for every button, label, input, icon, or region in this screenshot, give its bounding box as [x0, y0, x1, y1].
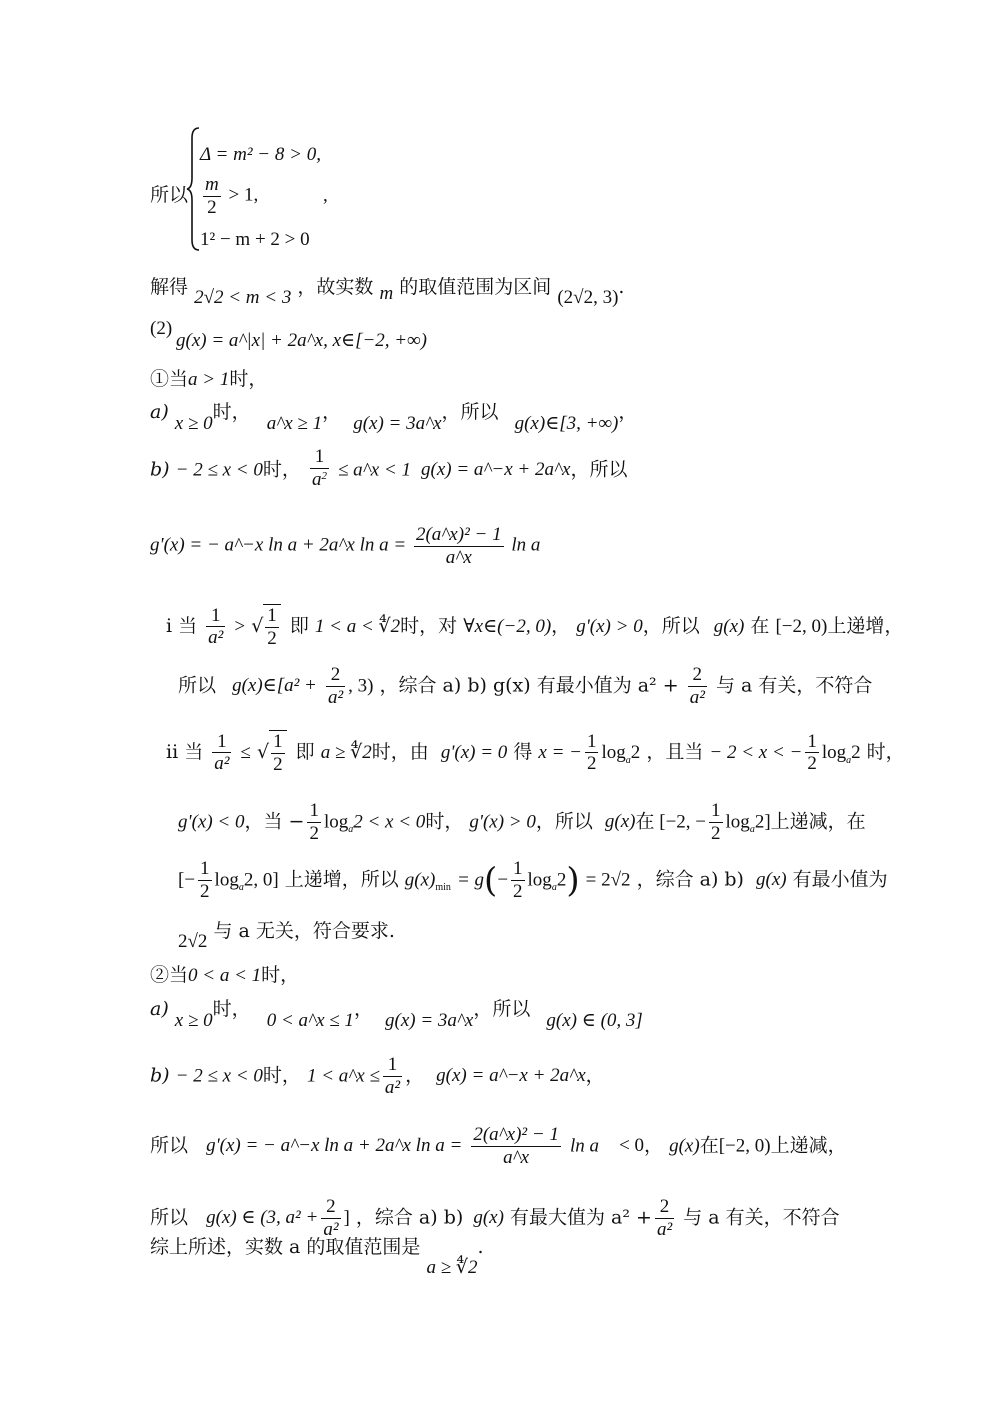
subi-num: 1	[206, 605, 225, 628]
subii3-log: log	[214, 869, 239, 891]
deriv2-line	[150, 1124, 847, 1169]
subii4-val: 2√2	[178, 931, 208, 952]
subi-cond: 1 < a < ∜2	[314, 615, 401, 637]
subii-de: 得	[513, 740, 533, 763]
subii2-dec: 上递减，在	[770, 810, 866, 833]
case1-cond: a > 1	[188, 369, 230, 390]
deriv2-comma: ，	[644, 1134, 664, 1157]
subii3-inc: 上递增，所以	[284, 868, 399, 891]
deriv2-lt: < 0	[619, 1135, 645, 1157]
deriv1-lhs: g'(x) = − a^−x ln a + 2a^x ln a =	[150, 534, 407, 556]
conclusion-text: 综上所述，实数 a 的取值范围是	[150, 1236, 421, 1258]
subi-den: a²	[208, 627, 224, 649]
c1a-shi: 时，	[212, 401, 251, 423]
c2b-line: b) − 2 ≤ x < 0时， 1 < a^x ≤ $\frac{1}{\text{a²}}$ ， g(x) = a^−x + 2a^x，	[150, 1054, 605, 1098]
subi-gx: g(x)	[713, 615, 745, 637]
subii4-line	[178, 920, 395, 952]
subii-logsub: a	[625, 754, 631, 766]
subii3-comment: ，综合 a) b)	[636, 868, 744, 891]
c2b-comma2: ，	[585, 1064, 605, 1087]
text-interval: 的取值范围为区间	[399, 276, 552, 298]
c1b-g: g(x) = a^−x + 2a^x	[421, 459, 571, 481]
eq2-den: 2	[207, 196, 217, 218]
c2b-label: b)	[150, 1064, 170, 1087]
subi2-so: 所以	[178, 674, 217, 697]
subi-interval: [−2, 0)	[775, 615, 828, 637]
period: .	[618, 276, 625, 298]
deriv1-tail: ln a	[511, 534, 541, 556]
deriv2-lhs: g'(x) = − a^−x ln a + 2a^x ln a =	[206, 1135, 463, 1157]
subii-line: ii 当 $\frac{1}{\text{a²}}$ ≤ √ $\frac{1}{2}$ 即 a ≥ ∜2时，由 g'(x) = 0 得 x = − $\frac{1}{2}$ $\log_a2$ ，且当 − 2 < x < − $\frac{1}{2}$ $\log_a2$ 时，	[166, 730, 905, 775]
deriv2-zai: 在	[699, 1134, 719, 1157]
c2c-end2: 与 a 有关，不符合	[683, 1206, 840, 1229]
deriv2-tail: ln a	[570, 1135, 600, 1157]
eq2-num: m	[205, 174, 219, 195]
c2c-end: ]	[343, 1207, 350, 1229]
c1b-shi: 时，	[262, 458, 301, 481]
subii2-rng: 2 < x < 0	[353, 811, 426, 833]
c2c-max: 有最大值为 a² +	[509, 1206, 652, 1229]
subii3-eqg: = g	[456, 869, 485, 891]
subii-log: log	[601, 741, 626, 763]
c2a-shi: 时，	[212, 998, 251, 1020]
case2-title: ②当	[150, 964, 189, 986]
subii3-min: min	[435, 882, 451, 894]
c1a-label: a)	[150, 401, 169, 423]
left-brace	[186, 126, 200, 252]
c1b-so: ，所以	[570, 458, 628, 481]
subii2-gpl: g'(x) < 0	[178, 811, 245, 833]
c1b-line: b) − 2 ≤ x < 0时， $\frac{1}{a^2}$ ≤ a^x < 1 g(x) = a^−x + 2a^x，所以	[150, 446, 628, 490]
subii2-line: g'(x) < 0，当 − $\frac{1}{2}$ $\log_a2 < x < 0$时， g'(x) > 0，所以 g(x)在 [−2, − $\frac{1}{2}$ $\log_a2$]上递减，在	[178, 800, 866, 844]
c2a-comma: ，	[353, 998, 373, 1020]
subii3-gx: g(x)	[756, 869, 787, 891]
c1a-line	[150, 401, 638, 434]
subii-le: ≤	[240, 741, 251, 763]
c1b-cond: − 2 ≤ x < 0	[175, 459, 263, 481]
c1a-comma: ，	[322, 401, 342, 423]
subii-xeq: x = −	[538, 741, 582, 763]
c2b-g: g(x) = a^−x + 2a^x	[436, 1065, 586, 1087]
conclusion-val: a ≥ ∜2	[426, 1257, 478, 1278]
c2a-ax: 0 < a^x ≤ 1	[266, 1010, 354, 1031]
subi-comma: ，	[551, 614, 571, 637]
case1-line	[150, 370, 267, 389]
subi-inc: 上递增，	[827, 614, 904, 637]
c1b-label: b)	[150, 458, 170, 481]
system-eq3: 1² − m + 2 > 0	[200, 229, 310, 250]
c1a-comma2: ，	[618, 401, 638, 423]
c2c-gx: g(x) ∈ (3, a² +	[206, 1207, 319, 1229]
deriv1-den: a^x	[445, 546, 472, 568]
subii2-so: ，所以	[535, 810, 593, 833]
c1b-ax: ≤ a^x < 1	[338, 459, 411, 481]
c1a-so: ，所以	[441, 401, 499, 423]
subii2-log: log	[323, 811, 349, 833]
conclusion-line	[150, 1236, 484, 1278]
c1a-range: g(x)∈[3, +∞)	[514, 413, 619, 434]
subii3-line: [− $\frac{1}{2}$ $\log_a2$, 0] 上递增，所以 $g(x)_{min} = g(-$ $\frac{1}{2}$ $\log_a2) = 2√2$ ，综合 a) b) g(x) 有最小值为	[178, 858, 888, 902]
interval-value: (2√2, 3)	[557, 287, 619, 308]
subii-label: ii 当	[166, 740, 204, 763]
deriv2-num: 2(a^x)² − 1	[473, 1124, 559, 1145]
c2c-label: 所以	[150, 1206, 189, 1229]
system-label: 所以	[150, 184, 189, 206]
system-eq1: Δ = m² − 8 > 0,	[200, 144, 321, 165]
c1a-cond: x ≥ 0	[174, 413, 213, 434]
c2c-line: 所以 g(x) ∈ (3, a² + $\frac{2}{\text{a²}}$ ] ，综合 a) b) g(x) 有最大值为 a² + $\frac{2}{\text{a²}}$ 与 a 有关，不符合	[150, 1196, 840, 1240]
case2-line	[150, 966, 299, 985]
deriv2-interval: [−2, 0)	[718, 1135, 771, 1157]
subi-gt: >	[234, 615, 246, 637]
c2a-cond: x ≥ 0	[174, 1010, 213, 1031]
case2-cond: 0 < a < 1	[188, 965, 262, 986]
subi-shi: 时，对	[400, 614, 458, 637]
subii2-gpg: g'(x) > 0	[469, 811, 536, 833]
subii3-inner-log: log	[527, 869, 552, 891]
subi2-gx: g(x)∈[a² +	[232, 675, 317, 697]
subi-so: ，所以	[642, 614, 700, 637]
subii3-inner-two: 2	[556, 869, 567, 891]
solution-line	[150, 276, 625, 308]
subi-ji: 即	[289, 614, 309, 637]
var-m: m	[379, 283, 394, 304]
subii3-gmin: g(x)	[404, 869, 436, 891]
subii-shi2: 时，	[866, 740, 905, 763]
subi2-num2: 2	[688, 664, 707, 687]
subii-shi: 时，由	[371, 740, 429, 763]
subii-cond: a ≥ ∜2	[320, 741, 372, 763]
deriv2-gx: g(x)	[669, 1135, 700, 1157]
eq2-rest: > 1,	[228, 184, 259, 206]
subii2-end: 2]	[754, 811, 771, 833]
subi-zai: 在	[750, 614, 770, 637]
c2a-range: g(x) ∈ (0, 3]	[546, 1010, 643, 1031]
c1a-g: g(x) = 3a^x	[353, 413, 442, 434]
subii3-min-text: 有最小值为	[792, 868, 888, 891]
subi2-comment: ，综合 a) b) g(x) 有最小值为 a² +	[379, 674, 679, 697]
deriv2-den: a^x	[503, 1146, 530, 1168]
part2-label: (2)	[150, 318, 173, 339]
deriv1-num: 2(a^x)² − 1	[415, 524, 502, 545]
subii-two: 2	[630, 741, 641, 763]
subii4-text: 与 a 无关，符合要求.	[213, 920, 395, 942]
subii-qie: ，且当	[646, 740, 704, 763]
c1a-ax: a^x ≥ 1	[266, 413, 323, 434]
subii2-zai: 在 [−2, −	[635, 811, 707, 833]
solve-text: 解得	[150, 276, 189, 298]
c2a-label: a)	[150, 998, 169, 1020]
subi2-rest: , 3)	[348, 675, 374, 697]
part2-formula: g(x) = a^|x| + 2a^x, x∈[−2, +∞)	[176, 330, 427, 351]
subii-cond2: − 2 < x < −	[709, 741, 803, 763]
subii3-eqval: = 2√2	[585, 869, 631, 891]
conclusion-dot: .	[477, 1236, 484, 1258]
c2c-comment: ，综合 a) b)	[355, 1206, 464, 1229]
subi-line: i 当 $\frac{1}{\text{a²}}$ > √ $\frac{1}{2}$ 即 1 < a < ∜2时，对 ∀x∈(−2, 0)， g'(x) > 0，所以 g(x) 在 [−2, 0)上递增，	[166, 604, 904, 649]
subi2-num: 2	[326, 664, 345, 687]
subii2-gx: g(x)	[604, 811, 636, 833]
subi2-line	[178, 664, 872, 709]
deriv2-dec: 上递减，	[770, 1134, 847, 1157]
c2b-shi: 时，	[262, 1064, 301, 1087]
subii-ji: 即	[295, 740, 315, 763]
subi-gp: g'(x) > 0	[576, 615, 643, 637]
subii3-inner: −	[497, 869, 509, 891]
subi2-end: 与 a 有关，不符合	[715, 674, 873, 697]
subii2-shi: 时，	[425, 810, 464, 833]
case1-tail: 时，	[229, 368, 268, 390]
c2a-so: ，所以	[473, 998, 531, 1020]
case1-title: ①当	[150, 368, 189, 390]
c2b-comma: ，	[405, 1064, 425, 1087]
subi2-den2: a²	[689, 686, 705, 708]
subii-gp0: g'(x) = 0	[440, 741, 508, 763]
c2a-line	[150, 998, 643, 1031]
subii2-dang: ，当 −	[244, 810, 305, 833]
m-range: 2√2 < m < 3	[194, 287, 292, 308]
text-real: ，故实数	[297, 276, 374, 298]
c2b-cond: − 2 ≤ x < 0	[175, 1065, 263, 1087]
case2-tail: 时，	[261, 964, 300, 986]
subii3-end: 2, 0]	[243, 869, 279, 891]
deriv2-label: 所以	[150, 1134, 189, 1157]
subi2-den: a²	[327, 686, 344, 708]
system-trail: ,	[323, 185, 328, 206]
subii3-open: [−	[178, 869, 196, 891]
c2a-g: g(x) = 3a^x	[385, 1010, 474, 1031]
deriv1-line	[150, 524, 540, 569]
c2c-gx2: g(x)	[473, 1207, 504, 1229]
subi-label: i 当	[166, 614, 198, 637]
subi-forall: ∀x∈(−2, 0)	[463, 615, 552, 637]
c2b-ax: 1 < a^x ≤	[306, 1065, 380, 1087]
system-eq2	[200, 174, 258, 219]
